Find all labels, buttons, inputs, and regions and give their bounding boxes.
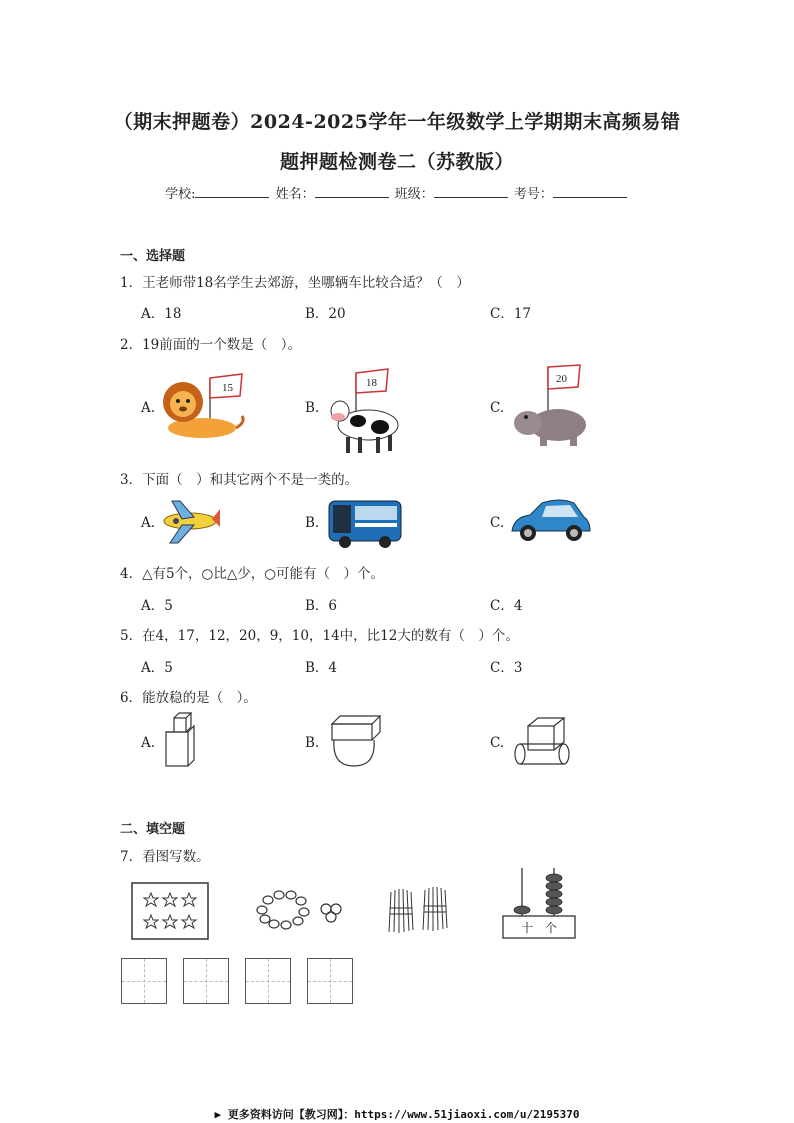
answer-box-2[interactable] xyxy=(183,958,229,1004)
section-title-fill: 二、填空题 xyxy=(120,822,186,837)
question-3: 3．下面（ ）和其它两个不是一类的。 xyxy=(120,472,359,488)
answer-box-3[interactable] xyxy=(245,958,291,1004)
question-2: 2．19前面的一个数是（ ）。 xyxy=(120,337,302,353)
answer-box-1[interactable] xyxy=(121,958,167,1004)
hippo-icon xyxy=(512,363,592,448)
section-title-choice: 一、选择题 xyxy=(120,249,186,264)
abacus-place-labels: 十 个 xyxy=(520,921,558,935)
footer-link[interactable]: ▶ 更多资料访问【教习网】：https://www.51jiaoxi.com/u/2195370 xyxy=(214,1108,580,1121)
q4-option-c[interactable]: C．4 xyxy=(490,598,523,614)
student-info-line xyxy=(0,183,794,202)
doc-title-line1: （期末押题卷）2024-2025学年一年级数学上学期期末高频易错 xyxy=(113,111,681,133)
q2-option-a[interactable]: A. xyxy=(141,400,156,416)
question-4: 4．△有5个，○比△少，○可能有（ ）个。 xyxy=(120,566,385,582)
q5-option-b[interactable]: B．4 xyxy=(305,660,338,676)
name-label: 姓名： xyxy=(275,187,315,202)
q3-option-c[interactable]: C. xyxy=(490,515,505,531)
q6-option-a[interactable]: A. xyxy=(141,735,156,751)
question-1: 1．王老师带18名学生去郊游，坐哪辆车比较合适？（ ） xyxy=(120,275,470,291)
question-7: 7．看图写数。 xyxy=(120,849,210,865)
q1-option-c[interactable]: C．17 xyxy=(490,306,532,322)
q6-option-b[interactable]: B. xyxy=(305,735,320,751)
q2-option-c[interactable]: C. xyxy=(490,400,505,416)
q1-option-b[interactable]: B．20 xyxy=(305,306,346,322)
q3-option-b[interactable]: B. xyxy=(305,515,320,531)
class-label: 班级： xyxy=(394,187,434,202)
q5-option-c[interactable]: C．3 xyxy=(490,660,523,676)
beads-picture xyxy=(254,888,346,934)
airplane-icon xyxy=(160,497,222,549)
exam-no-blank[interactable] xyxy=(553,185,627,198)
class-blank[interactable] xyxy=(434,185,508,198)
flag-a-number: 15 xyxy=(222,382,233,394)
flag-b-number: 18 xyxy=(366,377,377,389)
stacked-cubes-shape xyxy=(160,712,202,770)
exam-no-label: 考号： xyxy=(513,187,553,202)
bus-icon xyxy=(327,497,403,549)
lion-icon xyxy=(158,370,248,445)
q3-option-a[interactable]: A. xyxy=(141,515,156,531)
school-blank[interactable] xyxy=(195,185,269,198)
cow-icon xyxy=(328,365,408,457)
cuboid-on-sphere-shape xyxy=(328,714,384,770)
school-label: 学校: xyxy=(165,187,196,202)
cube-on-cylinder-shape xyxy=(512,716,574,768)
stick-bundles-picture xyxy=(385,884,451,940)
question-6: 6．能放稳的是（ ）。 xyxy=(120,690,257,706)
q1-option-a[interactable]: A．18 xyxy=(141,306,182,322)
doc-title-line2: 题押题检测卷二（苏教版） xyxy=(279,151,514,173)
answer-box-4[interactable] xyxy=(307,958,353,1004)
name-blank[interactable] xyxy=(315,185,389,198)
q4-option-a[interactable]: A．5 xyxy=(141,598,173,614)
q6-option-c[interactable]: C. xyxy=(490,735,505,751)
question-5: 5．在4，17，12，20，9，10，14中，比12大的数有（ ）个。 xyxy=(120,628,519,644)
q4-option-b[interactable]: B．6 xyxy=(305,598,338,614)
abacus-picture xyxy=(500,866,580,942)
q2-option-b[interactable]: B. xyxy=(305,400,320,416)
stars-card xyxy=(131,882,211,942)
flag-c-number: 20 xyxy=(556,373,567,385)
q5-option-a[interactable]: A．5 xyxy=(141,660,173,676)
car-icon xyxy=(508,495,592,547)
